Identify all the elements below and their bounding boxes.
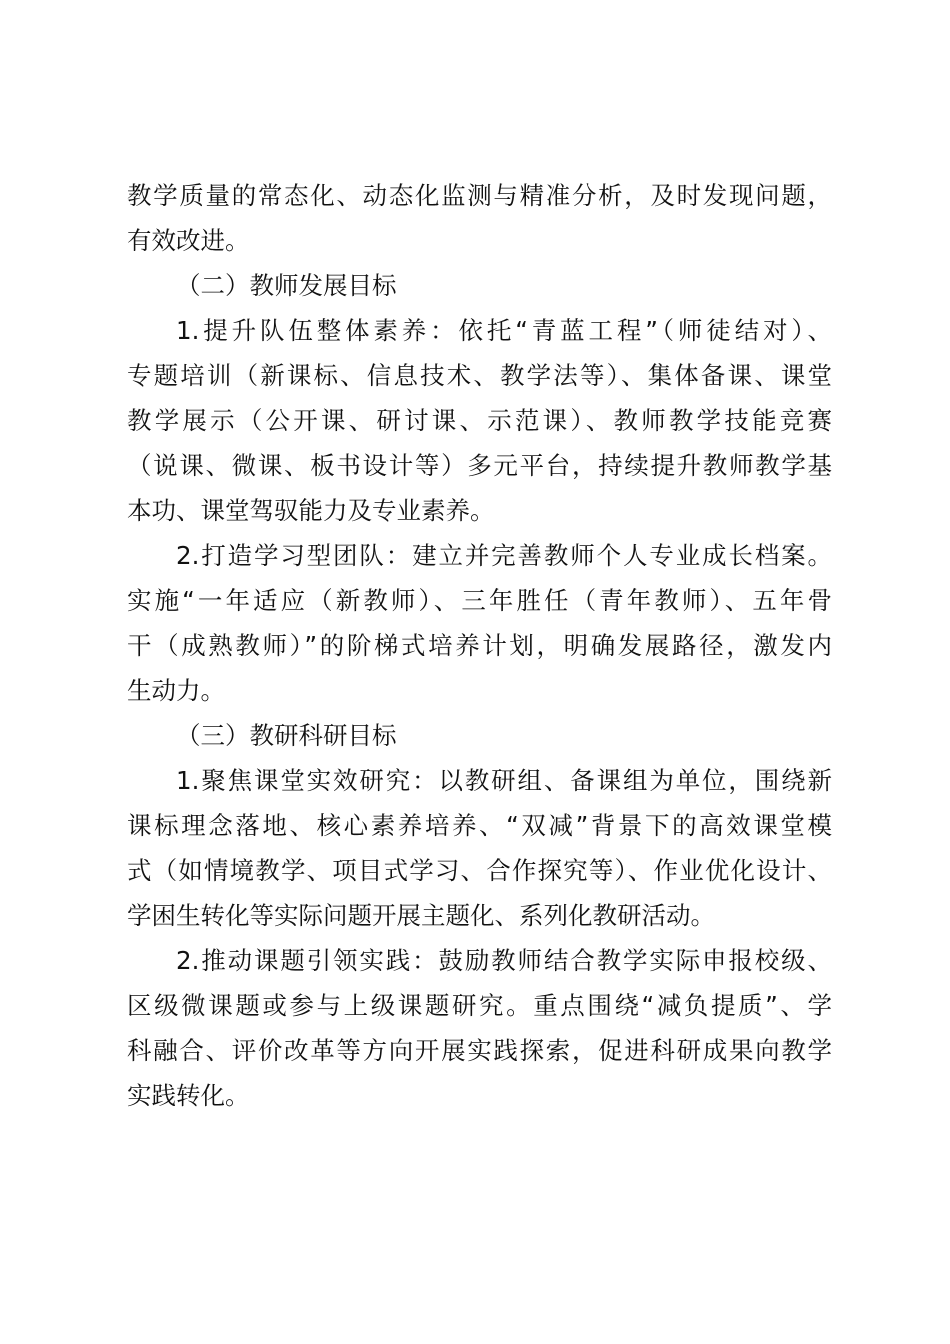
paragraph-line: 有效改进。 [127,226,250,255]
paragraph-line: 实践转化。 [127,1081,250,1110]
paragraph-line: 实施“一年适应（新教师）、三年胜任（青年教师）、五年骨 [127,586,832,615]
paragraph-line: 学困生转化等实际问题开展主题化、系列化教研活动。 [127,901,715,930]
paragraph-line: 2.推动课题引领实践：鼓励教师结合教学实际申报校级、 [176,946,832,975]
paragraph-line: 1.提升队伍整体素养：依托“青蓝工程”（师徒结对）、 [176,316,832,345]
paragraph-line: 区级微课题或参与上级课题研究。重点围绕“减负提质”、学 [127,991,832,1020]
paragraph-line: 1.聚焦课堂实效研究：以教研组、备课组为单位，围绕新 [176,766,832,795]
paragraph-line: 课标理念落地、核心素养培养、“双减”背景下的高效课堂模 [127,811,832,840]
paragraph-line: 2.打造学习型团队：建立并完善教师个人专业成长档案。 [176,541,832,570]
paragraph-line: 教学质量的常态化、动态化监测与精准分析，及时发现问题， [127,181,832,210]
paragraph-line: 本功、课堂驾驭能力及专业素养。 [127,496,495,525]
paragraph-line: 专题培训（新课标、信息技术、教学法等）、集体备课、课堂 [127,361,832,390]
paragraph-line: 式（如情境教学、项目式学习、合作探究等）、作业优化设计、 [127,856,832,885]
paragraph-line: （说课、微课、板书设计等）多元平台，持续提升教师教学基 [127,451,832,480]
section-heading: （三）教研科研目标 [176,721,397,750]
paragraph-line: 教学展示（公开课、研讨课、示范课）、教师教学技能竞赛 [127,406,832,435]
section-heading: （二）教师发展目标 [176,271,397,300]
paragraph-line: 干（成熟教师）”的阶梯式培养计划，明确发展路径，激发内 [127,631,832,660]
body-text [127,173,832,1118]
paragraph-line: 科融合、评价改革等方向开展实践探索，促进科研成果向教学 [127,1036,832,1065]
paragraph-line: 生动力。 [127,676,225,705]
